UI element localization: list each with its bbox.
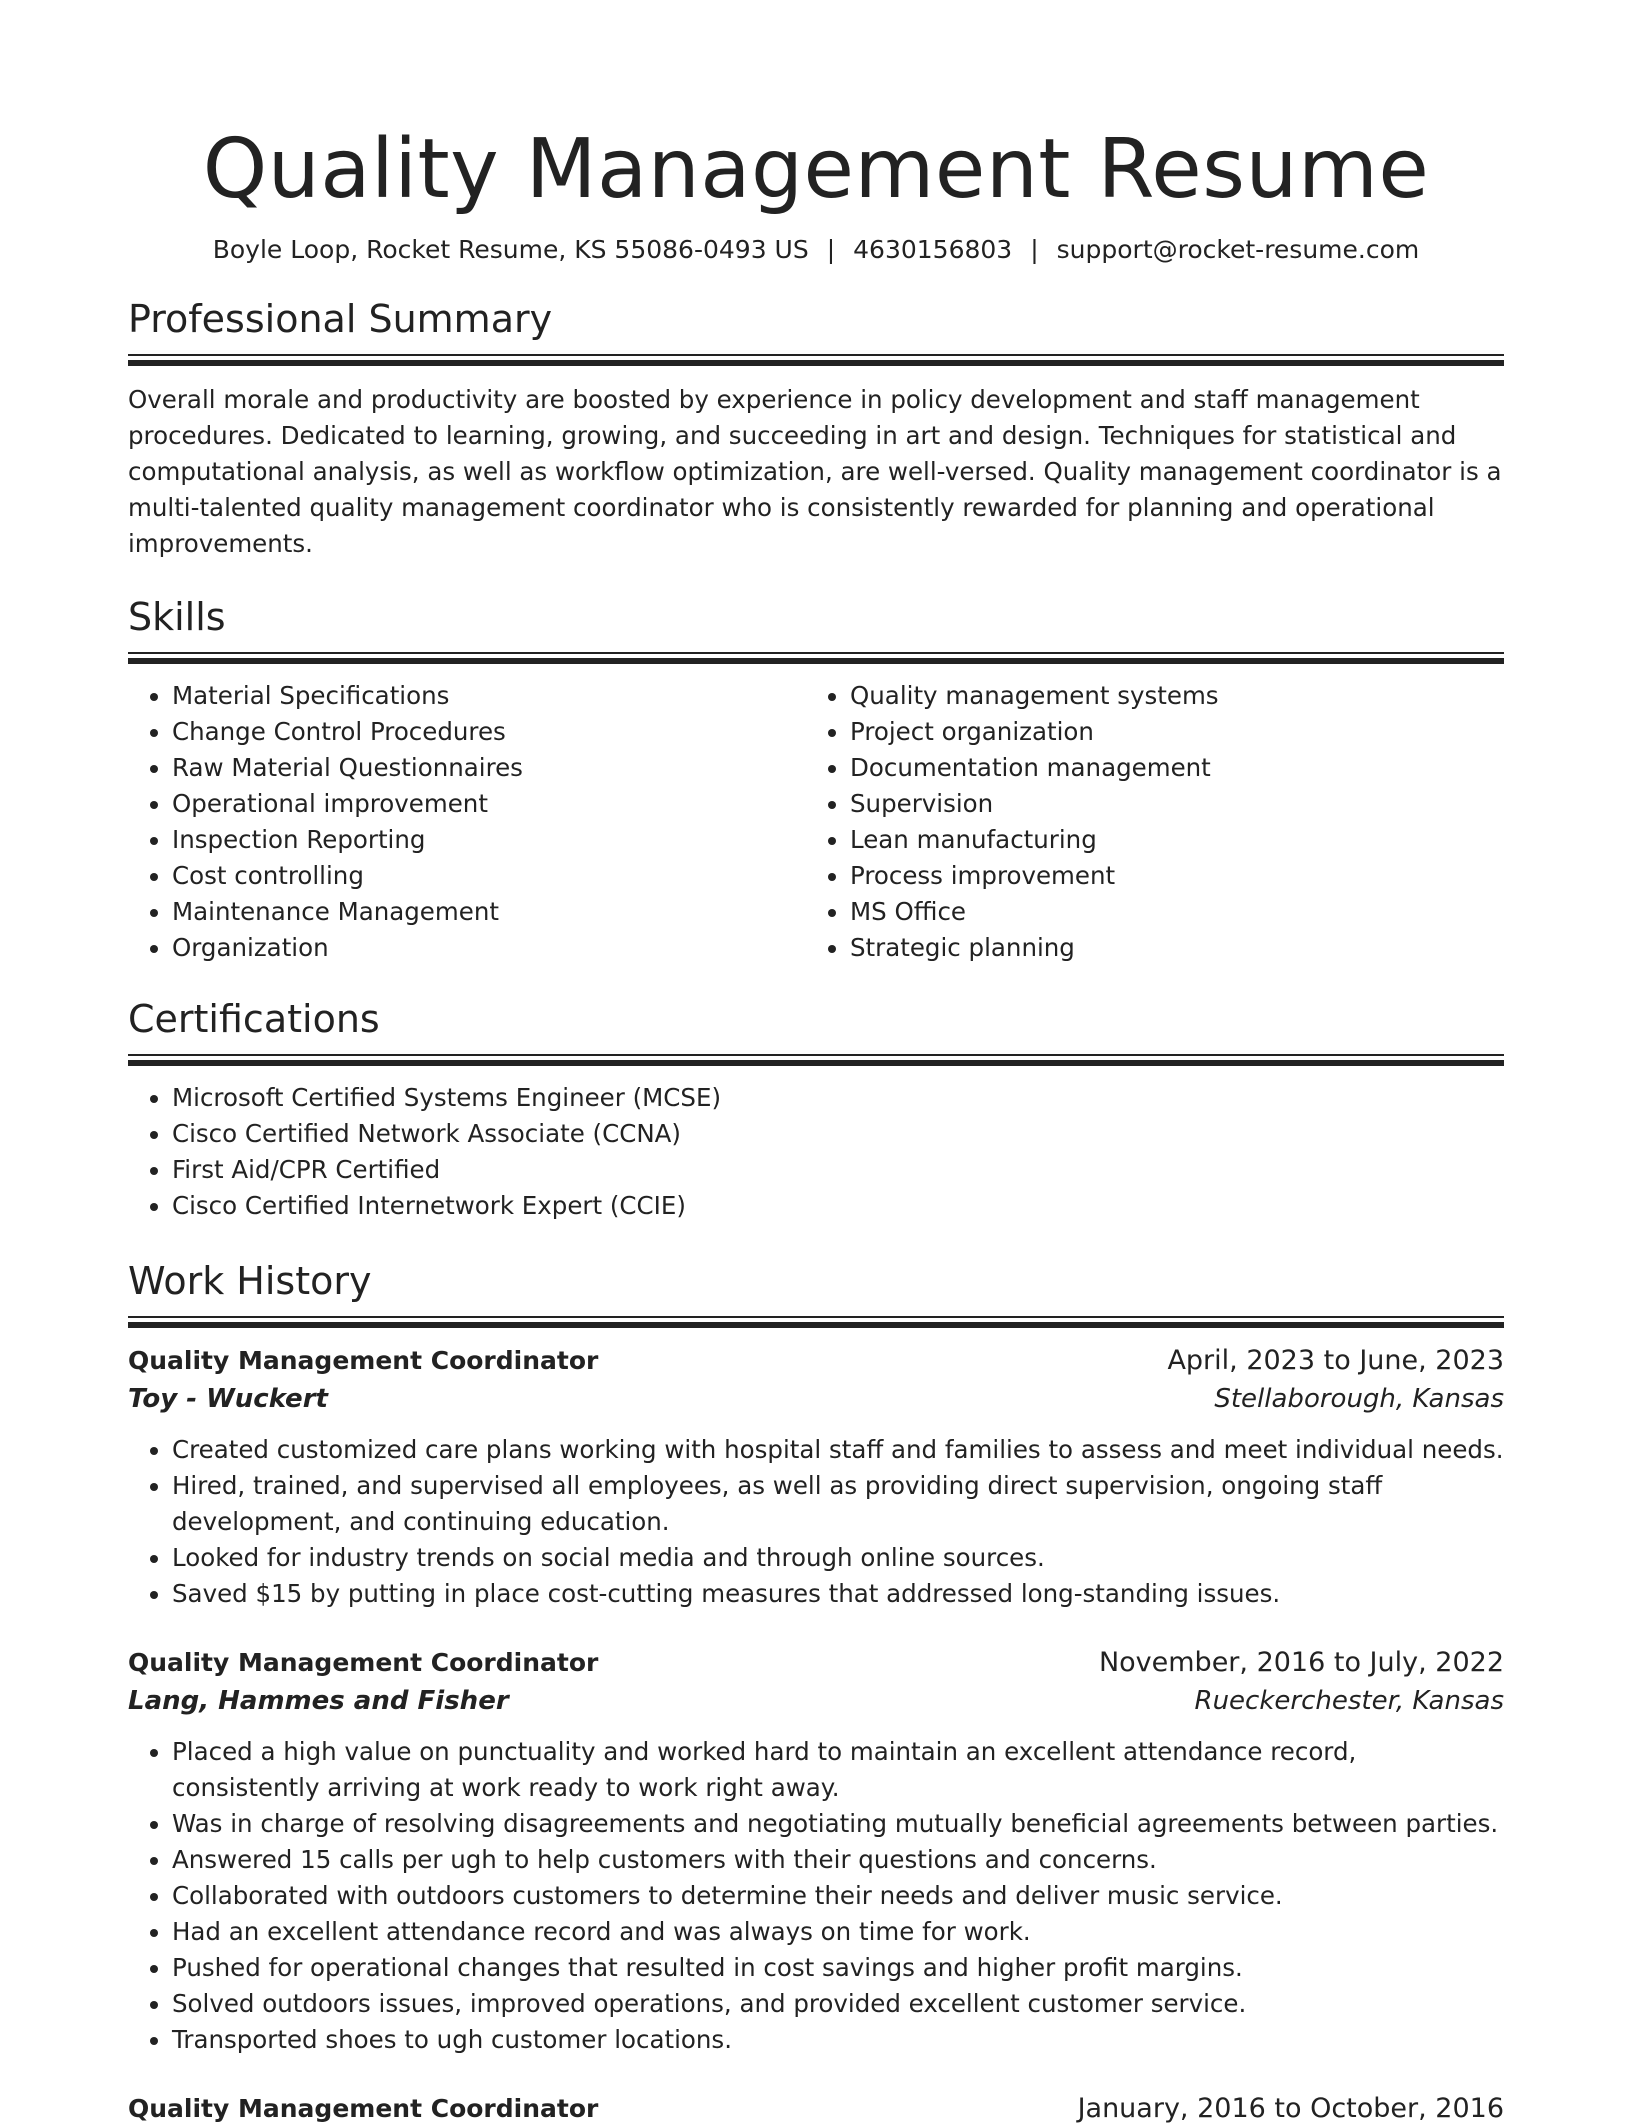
job-bullet: • Created customized care plans working with hospital staff and families to assess and meet individual needs.: [172, 1432, 1504, 1468]
skill-item: • Project organization: [850, 714, 1484, 750]
skill-item: • Supervision: [850, 786, 1484, 822]
contact-line: [128, 234, 1504, 266]
summary-section: [128, 296, 1504, 562]
job-location: Rueckerchester, Kansas: [1194, 1686, 1504, 1716]
summary-heading: Professional Summary: [128, 297, 553, 341]
skill-item: • MS Office: [850, 894, 1484, 930]
certification-item: • Cisco Certified Network Associate (CCNA): [172, 1116, 1504, 1152]
job-title: Quality Management Coordinator: [128, 2094, 599, 2123]
section-divider: [128, 1054, 1504, 1066]
section-divider: [128, 652, 1504, 664]
skill-item: • Strategic planning: [850, 930, 1484, 966]
resume-page: [128, 0, 1504, 2128]
job-bullet: • Hired, trained, and supervised all employees, as well as providing direct supervision, ongoing staff development, and continuing education.: [172, 1468, 1504, 1540]
work-history-heading: Work History: [128, 1259, 372, 1303]
job-header: [128, 1342, 1504, 1380]
work-history-section: [128, 1258, 1504, 2128]
certifications-section: [128, 996, 1504, 1224]
skills-section: [128, 594, 1504, 966]
job-bullet: • Looked for industry trends on social media and through online sources.: [172, 1540, 1504, 1576]
certifications-heading: Certifications: [128, 997, 380, 1041]
skills-grid: [128, 678, 1504, 966]
skills-list-left: [128, 678, 806, 966]
skill-item: • Process improvement: [850, 858, 1484, 894]
contact-separator: |: [826, 235, 836, 264]
job-bullet: • Answered 15 calls per ugh to help customers with their questions and concerns.: [172, 1842, 1504, 1878]
contact-email: support@rocket-resume.com: [1056, 235, 1420, 264]
job-company: Toy - Wuckert: [128, 1384, 328, 1414]
skills-heading: Skills: [128, 595, 226, 639]
job-bullet: • Saved $15 by putting in place cost-cutting measures that addressed long-standing issues.: [172, 1576, 1504, 1612]
job-bullet: • Had an excellent attendance record and was always on time for work.: [172, 1914, 1504, 1950]
skill-item: • Maintenance Management: [172, 894, 806, 930]
job-bullet: • Collaborated with outdoors customers to determine their needs and deliver music service.: [172, 1878, 1504, 1914]
certification-item: • First Aid/CPR Certified: [172, 1152, 1504, 1188]
skill-item: • Lean manufacturing: [850, 822, 1484, 858]
job-company: Lang, Hammes and Fisher: [128, 1686, 509, 1716]
job-dates: January, 2016 to October, 2016: [1077, 2093, 1504, 2124]
resume-title: Quality Management Resume: [202, 122, 1430, 217]
job-entry: [128, 2090, 1504, 2128]
skill-item: • Change Control Procedures: [172, 714, 806, 750]
job-bullet: • Transported shoes to ugh customer locations.: [172, 2022, 1504, 2058]
skill-item: • Documentation management: [850, 750, 1484, 786]
job-entry: [128, 1342, 1504, 1612]
summary-text: Overall morale and productivity are boosted by experience in policy development and staff management procedures. Dedicated to learning, growing, and succeeding in art and design. Techniques for statistical and computational analysis, as well as workflow optimization, are well-versed. Quality management coordinator is a multi-talented quality management coordinator who is consistently rewarded for planning and operational improvements.: [128, 385, 1502, 558]
certification-item: • Cisco Certified Internetwork Expert (CCIE): [172, 1188, 1504, 1224]
job-title: Quality Management Coordinator: [128, 1648, 599, 1677]
skill-item: • Cost controlling: [172, 858, 806, 894]
job-bullet: • Solved outdoors issues, improved operations, and provided excellent customer service.: [172, 1986, 1504, 2022]
section-divider: [128, 1316, 1504, 1328]
job-title: Quality Management Coordinator: [128, 1346, 599, 1375]
skill-item: • Raw Material Questionnaires: [172, 750, 806, 786]
skill-item: • Inspection Reporting: [172, 822, 806, 858]
skill-item: • Quality management systems: [850, 678, 1484, 714]
job-header: [128, 2090, 1504, 2128]
job-bullets: [128, 1432, 1504, 1612]
job-bullet: • Pushed for operational changes that resulted in cost savings and higher profit margins.: [172, 1950, 1504, 1986]
job-subheader: [128, 1682, 1504, 1720]
contact-separator: |: [1030, 235, 1039, 264]
skill-item: • Organization: [172, 930, 806, 966]
skills-list-right: [806, 678, 1484, 966]
job-bullets: [128, 1734, 1504, 2058]
contact-address: Boyle Loop, Rocket Resume, KS 55086-0493 US: [212, 235, 809, 264]
job-header: [128, 1644, 1504, 1682]
certification-item: • Microsoft Certified Systems Engineer (MCSE): [172, 1080, 1504, 1116]
certifications-list: [128, 1080, 1504, 1224]
job-dates: April, 2023 to June, 2023: [1167, 1345, 1504, 1376]
skill-item: • Material Specifications: [172, 678, 806, 714]
job-bullet: • Was in charge of resolving disagreements and negotiating mutually beneficial agreements between parties.: [172, 1806, 1504, 1842]
job-entry: [128, 1644, 1504, 2058]
skill-item: • Operational improvement: [172, 786, 806, 822]
job-subheader: [128, 1380, 1504, 1418]
contact-phone: 4630156803: [853, 235, 1013, 264]
job-dates: November, 2016 to July, 2022: [1098, 1647, 1504, 1678]
job-location: Stellaborough, Kansas: [1214, 1384, 1504, 1414]
section-divider: [128, 354, 1504, 366]
job-bullet: • Placed a high value on punctuality and worked hard to maintain an excellent attendance record, consistently arriving at work ready to work right away.: [172, 1734, 1504, 1806]
